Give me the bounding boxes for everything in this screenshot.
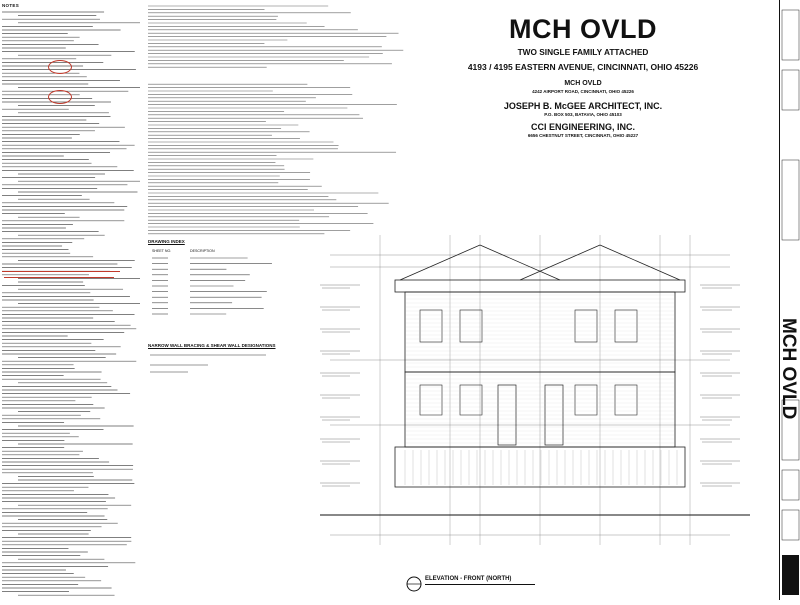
fine-print-line (520, 245, 600, 280)
project-address: 4193 / 4195 EASTERN AVENUE, CINCINNATI, OHIO 45226 (467, 62, 699, 72)
redline-markup-circle (48, 90, 72, 104)
redline-markup-circle (48, 60, 72, 74)
elevation-title-underline (425, 584, 535, 585)
architect-name: JOSEPH B. McGEE ARCHITECT, INC. (503, 101, 663, 111)
elevation-shape (575, 385, 597, 415)
notes-column (0, 0, 140, 600)
strip-details (780, 0, 800, 600)
col-description: DESCRIPTION (190, 249, 215, 253)
elevation-shape (615, 385, 637, 415)
redline-markup-underline (4, 277, 114, 278)
notes-text-lines (0, 0, 140, 600)
elevation-shape (575, 310, 597, 342)
fine-print-line (600, 245, 680, 280)
fine-print-line (400, 245, 480, 280)
section-marker-icon (405, 575, 423, 593)
elevation-shape (420, 385, 442, 415)
drawing-index-table (148, 248, 298, 254)
bracing-detail (148, 350, 268, 380)
elevation-title: ELEVATION - FRONT (NORTH) (425, 576, 512, 582)
general-notes-text-lines (144, 0, 409, 240)
bracing-heading: NARROW WALL BRACING & SHEAR WALL DESIGNATIONS (148, 343, 276, 348)
fine-print-line (480, 245, 560, 280)
notes-heading: NOTES (2, 3, 20, 8)
engineer-address: 6656 CHESTNUT STREET, CINCINNATI, OHIO 45227 (527, 133, 639, 138)
drawing-index-header-row (148, 248, 298, 254)
title-strip (779, 0, 800, 600)
drawing-index-heading: DRAWING INDEX (148, 239, 185, 244)
elevation-shape (420, 310, 442, 342)
general-notes-column (144, 0, 409, 240)
elevation-title-block (405, 575, 605, 591)
redline-markup-underline (2, 271, 120, 272)
owner-address: 4242 AIRPORT ROAD, CINCINNATI, OHIO 45226 (532, 89, 634, 94)
project-title: MCH OVLD (509, 14, 657, 44)
elevation-shape (460, 385, 482, 415)
project-subtitle: TWO SINGLE FAMILY ATTACHED (517, 47, 649, 57)
owner-name: MCH OVLD (564, 80, 602, 87)
elevation-shape (460, 310, 482, 342)
elevation-shape (615, 310, 637, 342)
col-sheet-number: SHEET NO. (152, 249, 172, 253)
front-elevation-drawing (300, 215, 778, 575)
architect-address: P.O. BOX 503, BATAVIA, OHIO 45103 (544, 112, 622, 117)
strip-project-name: MCH OVLD (778, 318, 799, 420)
drawing-index-rows (150, 256, 290, 326)
engineer-name: CCI ENGINEERING, INC. (530, 122, 635, 132)
